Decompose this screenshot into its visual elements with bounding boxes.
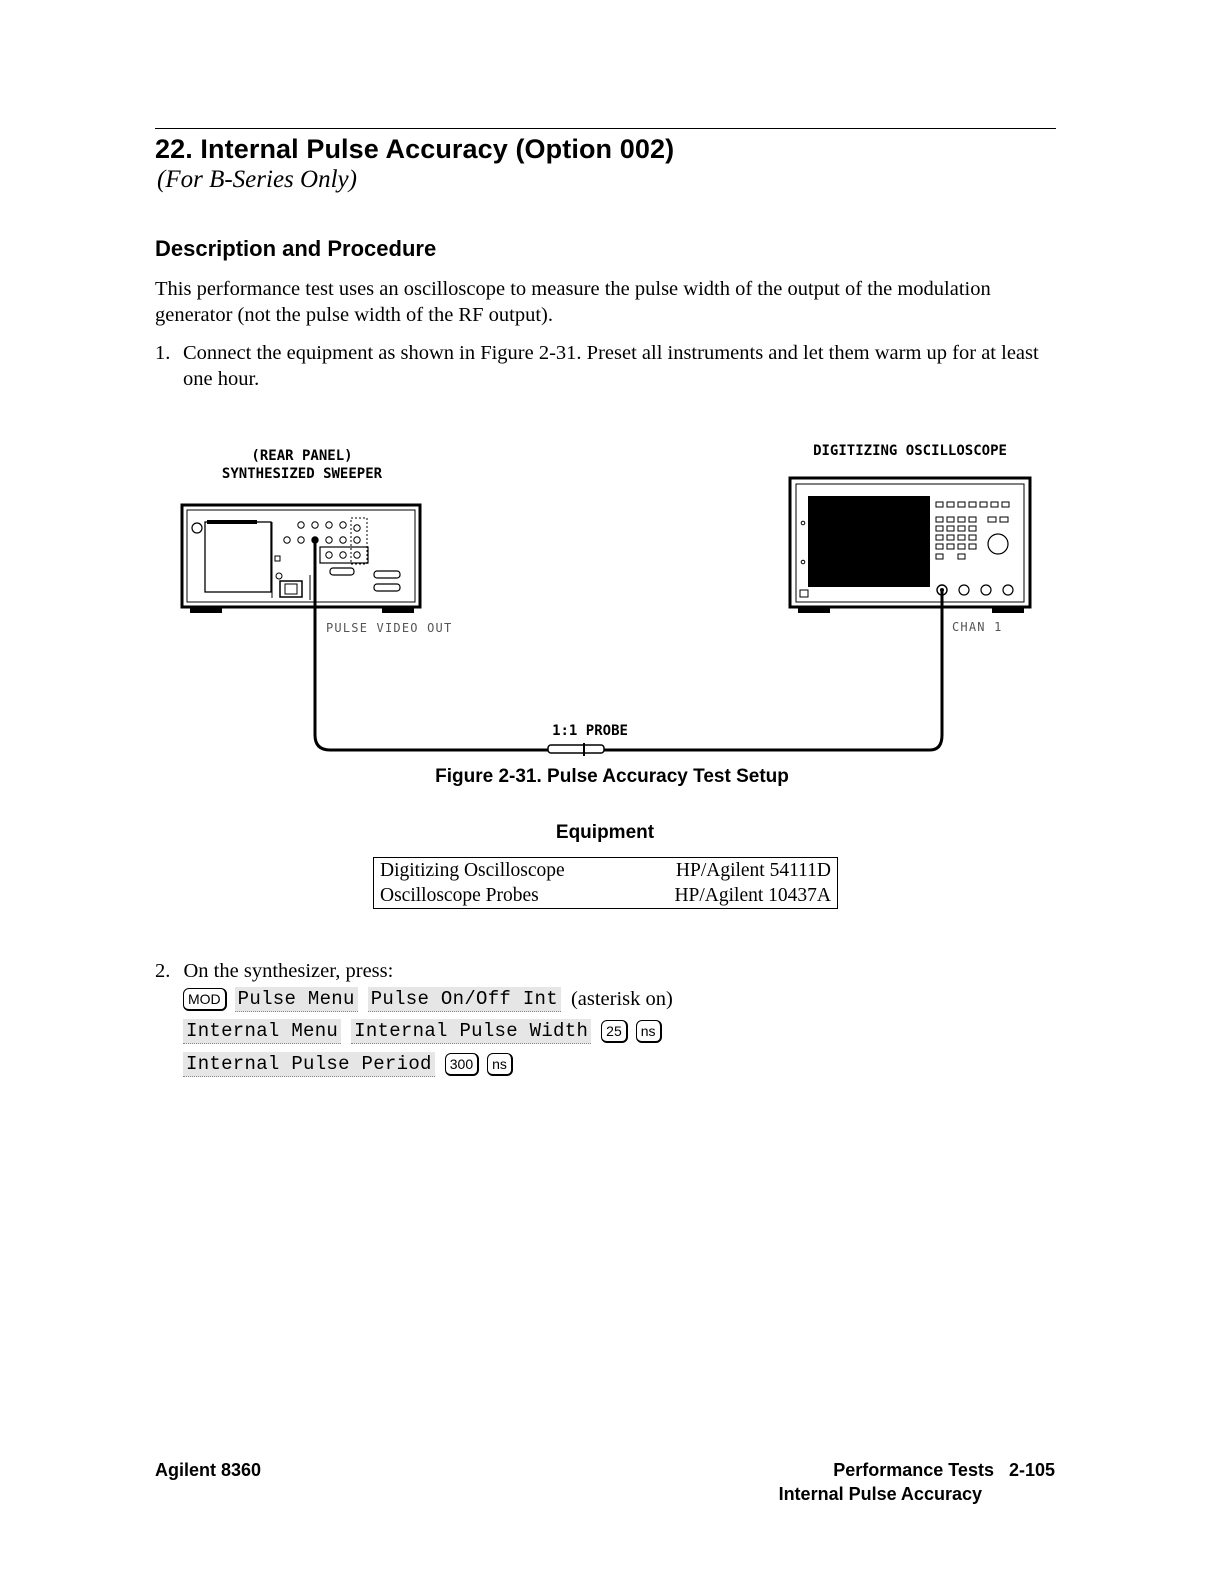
key-sequence-line-3: [183, 1049, 521, 1079]
equipment-table: [373, 857, 838, 909]
internal-pulse-width-softkey[interactable]: Internal Pulse Width: [351, 1019, 591, 1044]
figure-caption: Figure 2-31. Pulse Accuracy Test Setup: [435, 766, 789, 787]
sweeper-rear-panel: [182, 505, 420, 613]
footer-section-page: Performance Tests 2-105: [833, 1460, 1055, 1480]
label-digitizing-oscilloscope: DIGITIZING OSCILLOSCOPE: [813, 443, 1007, 459]
table-row: [374, 883, 838, 909]
key-25[interactable]: 25: [601, 1020, 628, 1043]
label-rear-panel: (REAR PANEL): [251, 448, 353, 464]
label-synthesized-sweeper: SYNTHESIZED SWEEPER: [221, 466, 383, 482]
label-pulse-video-out: PULSE VIDEO OUT: [326, 621, 453, 635]
pulse-menu-softkey[interactable]: Pulse Menu: [235, 987, 358, 1012]
equipment-name: Digitizing Oscilloscope: [380, 860, 565, 881]
equipment-name: Oscilloscope Probes: [380, 885, 539, 906]
key-sequence-line-2: [183, 1016, 670, 1046]
equipment-model: HP/Agilent 10437A: [674, 885, 831, 906]
key-sequence-line-1: [183, 984, 673, 1014]
equipment-title: Equipment: [555, 822, 655, 843]
key-300[interactable]: 300: [445, 1053, 479, 1076]
title-rule: [155, 128, 1056, 129]
internal-menu-softkey[interactable]: Internal Menu: [183, 1019, 341, 1044]
pulse-onoff-int-softkey[interactable]: Pulse On/Off Int: [368, 987, 561, 1012]
footer-product: Agilent 8360: [155, 1460, 262, 1480]
step-2-text: On the synthesizer, press:: [183, 960, 394, 982]
label-probe: 1:1 PROBE: [552, 723, 628, 739]
section-heading: Description and Procedure: [155, 236, 437, 261]
oscilloscope-front-panel: [790, 478, 1030, 613]
equipment-model: HP/Agilent 54111D: [675, 860, 831, 881]
section-title: 22. Internal Pulse Accuracy (Option 002): [155, 134, 675, 164]
asterisk-note: (asterisk on): [570, 987, 673, 1010]
step-2-number: 2.: [155, 960, 171, 982]
intro-paragraph: This performance test uses an oscilloscope to measure the pulse width of the output of the modulation generator (not the pulse width of the RF output).: [155, 278, 991, 326]
footer-subsection: Internal Pulse Accuracy: [778, 1484, 982, 1504]
label-chan-1: CHAN 1: [952, 620, 1003, 634]
mod-key[interactable]: MOD: [183, 988, 227, 1011]
step-2: [155, 958, 393, 984]
table-row: [374, 858, 838, 884]
step-1-text: Connect the equipment as shown in Figure 2-31. Preset all instruments and let them warm up for at least one hour.: [183, 342, 1039, 390]
step-1: [155, 340, 1055, 392]
step-1-number: 1.: [155, 342, 171, 364]
internal-pulse-period-softkey[interactable]: Internal Pulse Period: [183, 1052, 435, 1077]
setup-diagram: [160, 430, 1060, 770]
probe-connector: [548, 745, 604, 753]
section-subtitle: (For B-Series Only): [157, 166, 357, 193]
ns-key[interactable]: ns: [636, 1020, 662, 1043]
ns-key[interactable]: ns: [487, 1053, 513, 1076]
